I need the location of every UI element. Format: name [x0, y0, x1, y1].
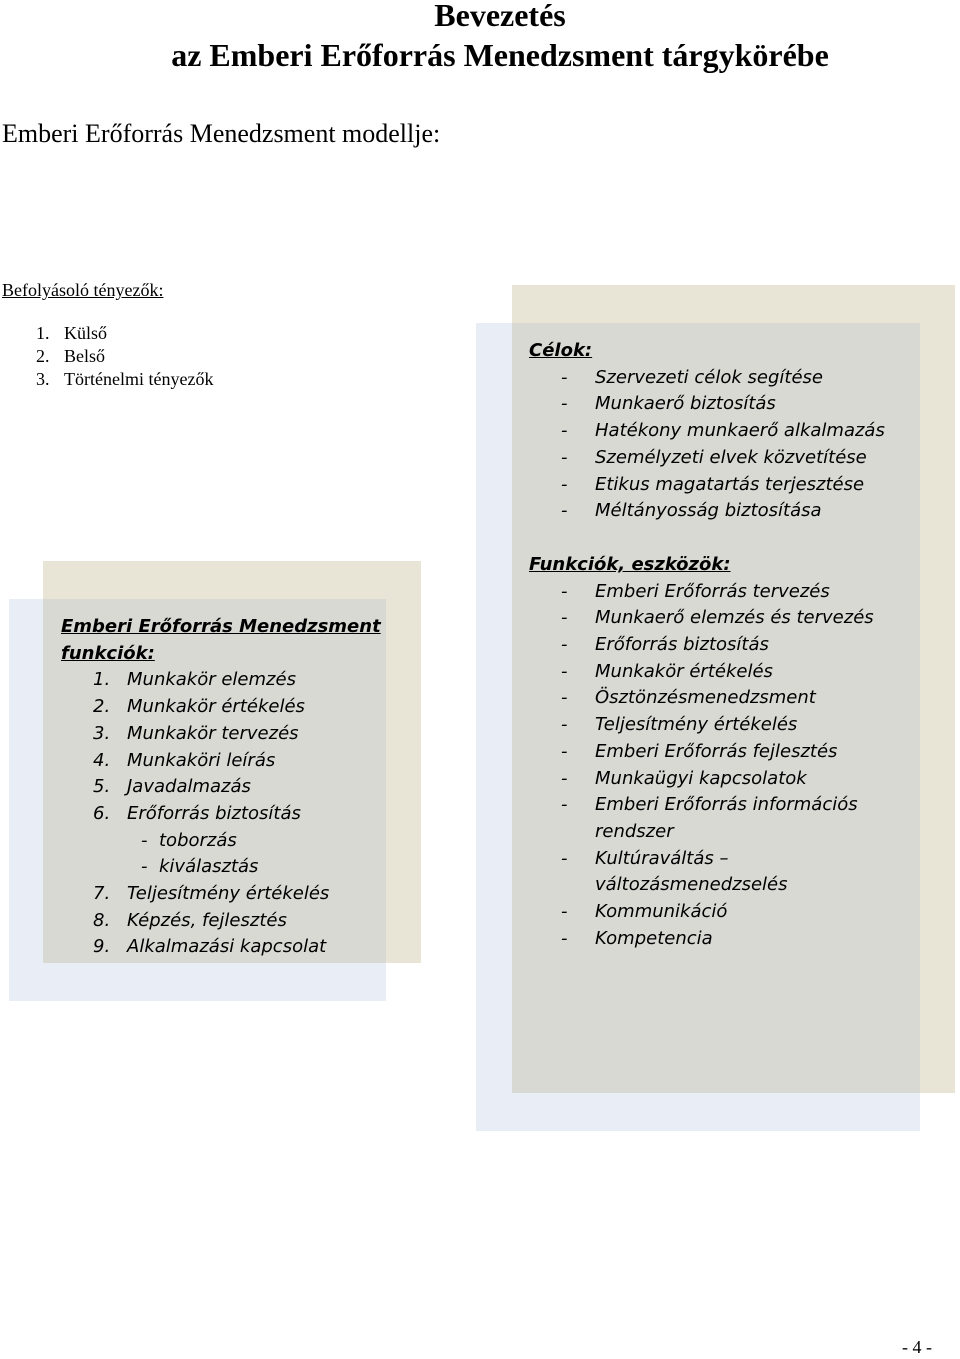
model-subtitle: Emberi Erőforrás Menedzsment modellje: [2, 119, 441, 148]
item-dash: - [561, 634, 568, 656]
list-item [529, 418, 919, 445]
item-number: 3. [93, 722, 111, 744]
item-number: 1. [93, 669, 111, 691]
goals-and-tools-box [529, 338, 919, 952]
item-label: Kompetencia [595, 927, 713, 949]
list-item [529, 926, 919, 953]
list-item [61, 694, 381, 721]
item-dash: - [561, 901, 568, 923]
item-dash: - [561, 767, 568, 789]
item-dash: - [561, 393, 568, 415]
item-label: Emberi Erőforrás információs rendszer [595, 794, 858, 842]
factor-number: 2. [36, 346, 50, 366]
item-dash: - [561, 794, 568, 816]
item-label: Etikus magatartás terjesztése [595, 473, 865, 495]
sub-list-item [61, 828, 381, 855]
list-item [61, 721, 381, 748]
item-number: 9. [93, 936, 111, 958]
factor-number: 1. [36, 323, 50, 343]
factor-label: Történelmi tényezők [64, 369, 214, 389]
item-dash: - [561, 500, 568, 522]
item-number: 5. [93, 776, 111, 798]
hrm-title-line-2: funkciók: [61, 642, 155, 664]
hrm-functions-title [61, 614, 381, 667]
item-dash: - [561, 366, 568, 388]
item-label: Munkakör értékelés [595, 660, 773, 682]
page-number: - 4 - [902, 1337, 932, 1357]
item-number: 6. [93, 802, 111, 824]
page-title-line-2: az Emberi Erőforrás Menedzsment tárgykörébe [171, 37, 829, 73]
item-label: Erőforrás biztosítás [127, 802, 301, 824]
item-dash: - [561, 420, 568, 442]
item-number: 4. [93, 749, 111, 771]
list-item [529, 685, 919, 712]
item-dash: - [561, 687, 568, 709]
item-dash: - [141, 829, 148, 851]
page-title-line-1: Bevezetés [434, 0, 566, 33]
list-item [61, 908, 381, 935]
item-number: 8. [93, 909, 111, 931]
list-item [61, 801, 381, 828]
item-dash: - [561, 740, 568, 762]
item-label: Emberi Erőforrás tervezés [595, 580, 830, 602]
list-item [529, 766, 919, 793]
item-label: Munkaügyi kapcsolatok [595, 767, 807, 789]
list-item [529, 445, 919, 472]
list-item [529, 605, 919, 632]
item-label: Munkaerő elemzés és tervezés [595, 607, 874, 629]
list-item [529, 846, 919, 899]
list-item [529, 391, 919, 418]
factor-item [36, 322, 213, 345]
item-label: Képzés, fejlesztés [127, 909, 287, 931]
item-label: Munkaerő biztosítás [595, 393, 776, 415]
item-label: Munkakör elemzés [127, 669, 296, 691]
item-number: 2. [93, 696, 111, 718]
item-label: Munkaköri leírás [127, 749, 276, 771]
item-label: Szervezeti célok segítése [595, 366, 823, 388]
item-label: Hatékony munkaerő alkalmazás [595, 420, 885, 442]
item-dash: - [561, 446, 568, 468]
list-item [61, 774, 381, 801]
item-label: Teljesítmény értékelés [595, 714, 798, 736]
item-label: Személyzeti elvek közvetítése [595, 446, 867, 468]
factor-item [36, 345, 213, 368]
item-label: Munkakör tervezés [127, 722, 299, 744]
list-item [61, 667, 381, 694]
hrm-functions-box [61, 614, 381, 961]
item-dash: - [561, 473, 568, 495]
goals-heading: Célok: [529, 340, 593, 361]
item-label: Kultúraváltás – változásmenedzselés [595, 847, 788, 896]
item-dash: - [561, 580, 568, 602]
tools-list [529, 579, 919, 953]
item-dash: - [141, 856, 148, 878]
item-label: Kommunikáció [595, 901, 728, 923]
item-label: kiválasztás [159, 856, 259, 878]
list-item [529, 899, 919, 926]
list-item [529, 579, 919, 606]
list-item [529, 632, 919, 659]
list-item [529, 739, 919, 766]
list-item [61, 934, 381, 961]
item-label: Munkakör értékelés [127, 696, 305, 718]
list-item [61, 881, 381, 908]
item-label: Javadalmazás [127, 776, 251, 798]
factors-heading: Befolyásoló tényezők: [2, 280, 164, 300]
factor-label: Külső [64, 323, 108, 343]
factor-label: Belső [64, 346, 106, 366]
item-dash: - [561, 607, 568, 629]
item-dash: - [561, 927, 568, 949]
item-label: Emberi Erőforrás fejlesztés [595, 740, 838, 762]
item-label: toborzás [159, 829, 237, 851]
list-item [529, 792, 919, 845]
item-label: Erőforrás biztosítás [595, 634, 769, 656]
item-label: Teljesítmény értékelés [127, 883, 330, 905]
list-item [529, 712, 919, 739]
list-item [61, 748, 381, 775]
item-number: 7. [93, 883, 111, 905]
item-label: Méltányosság biztosítása [595, 500, 822, 522]
list-item [529, 498, 919, 525]
tools-heading: Funkciók, eszközök: [529, 553, 731, 575]
item-label: Ösztönzésmenedzsment [595, 687, 816, 709]
list-item [529, 472, 919, 499]
hrm-functions-list [61, 667, 381, 961]
item-dash: - [561, 847, 568, 869]
factor-item [36, 368, 213, 391]
item-dash: - [561, 660, 568, 682]
list-item [529, 659, 919, 686]
item-label: Alkalmazási kapcsolat [127, 936, 327, 958]
list-item [529, 365, 919, 392]
sub-list-item [61, 854, 381, 881]
hrm-title-line-1: Emberi Erőforrás Menedzsment [61, 616, 381, 637]
item-dash: - [561, 714, 568, 736]
factor-number: 3. [36, 369, 50, 389]
goals-list [529, 365, 919, 525]
factors-list [36, 322, 213, 391]
